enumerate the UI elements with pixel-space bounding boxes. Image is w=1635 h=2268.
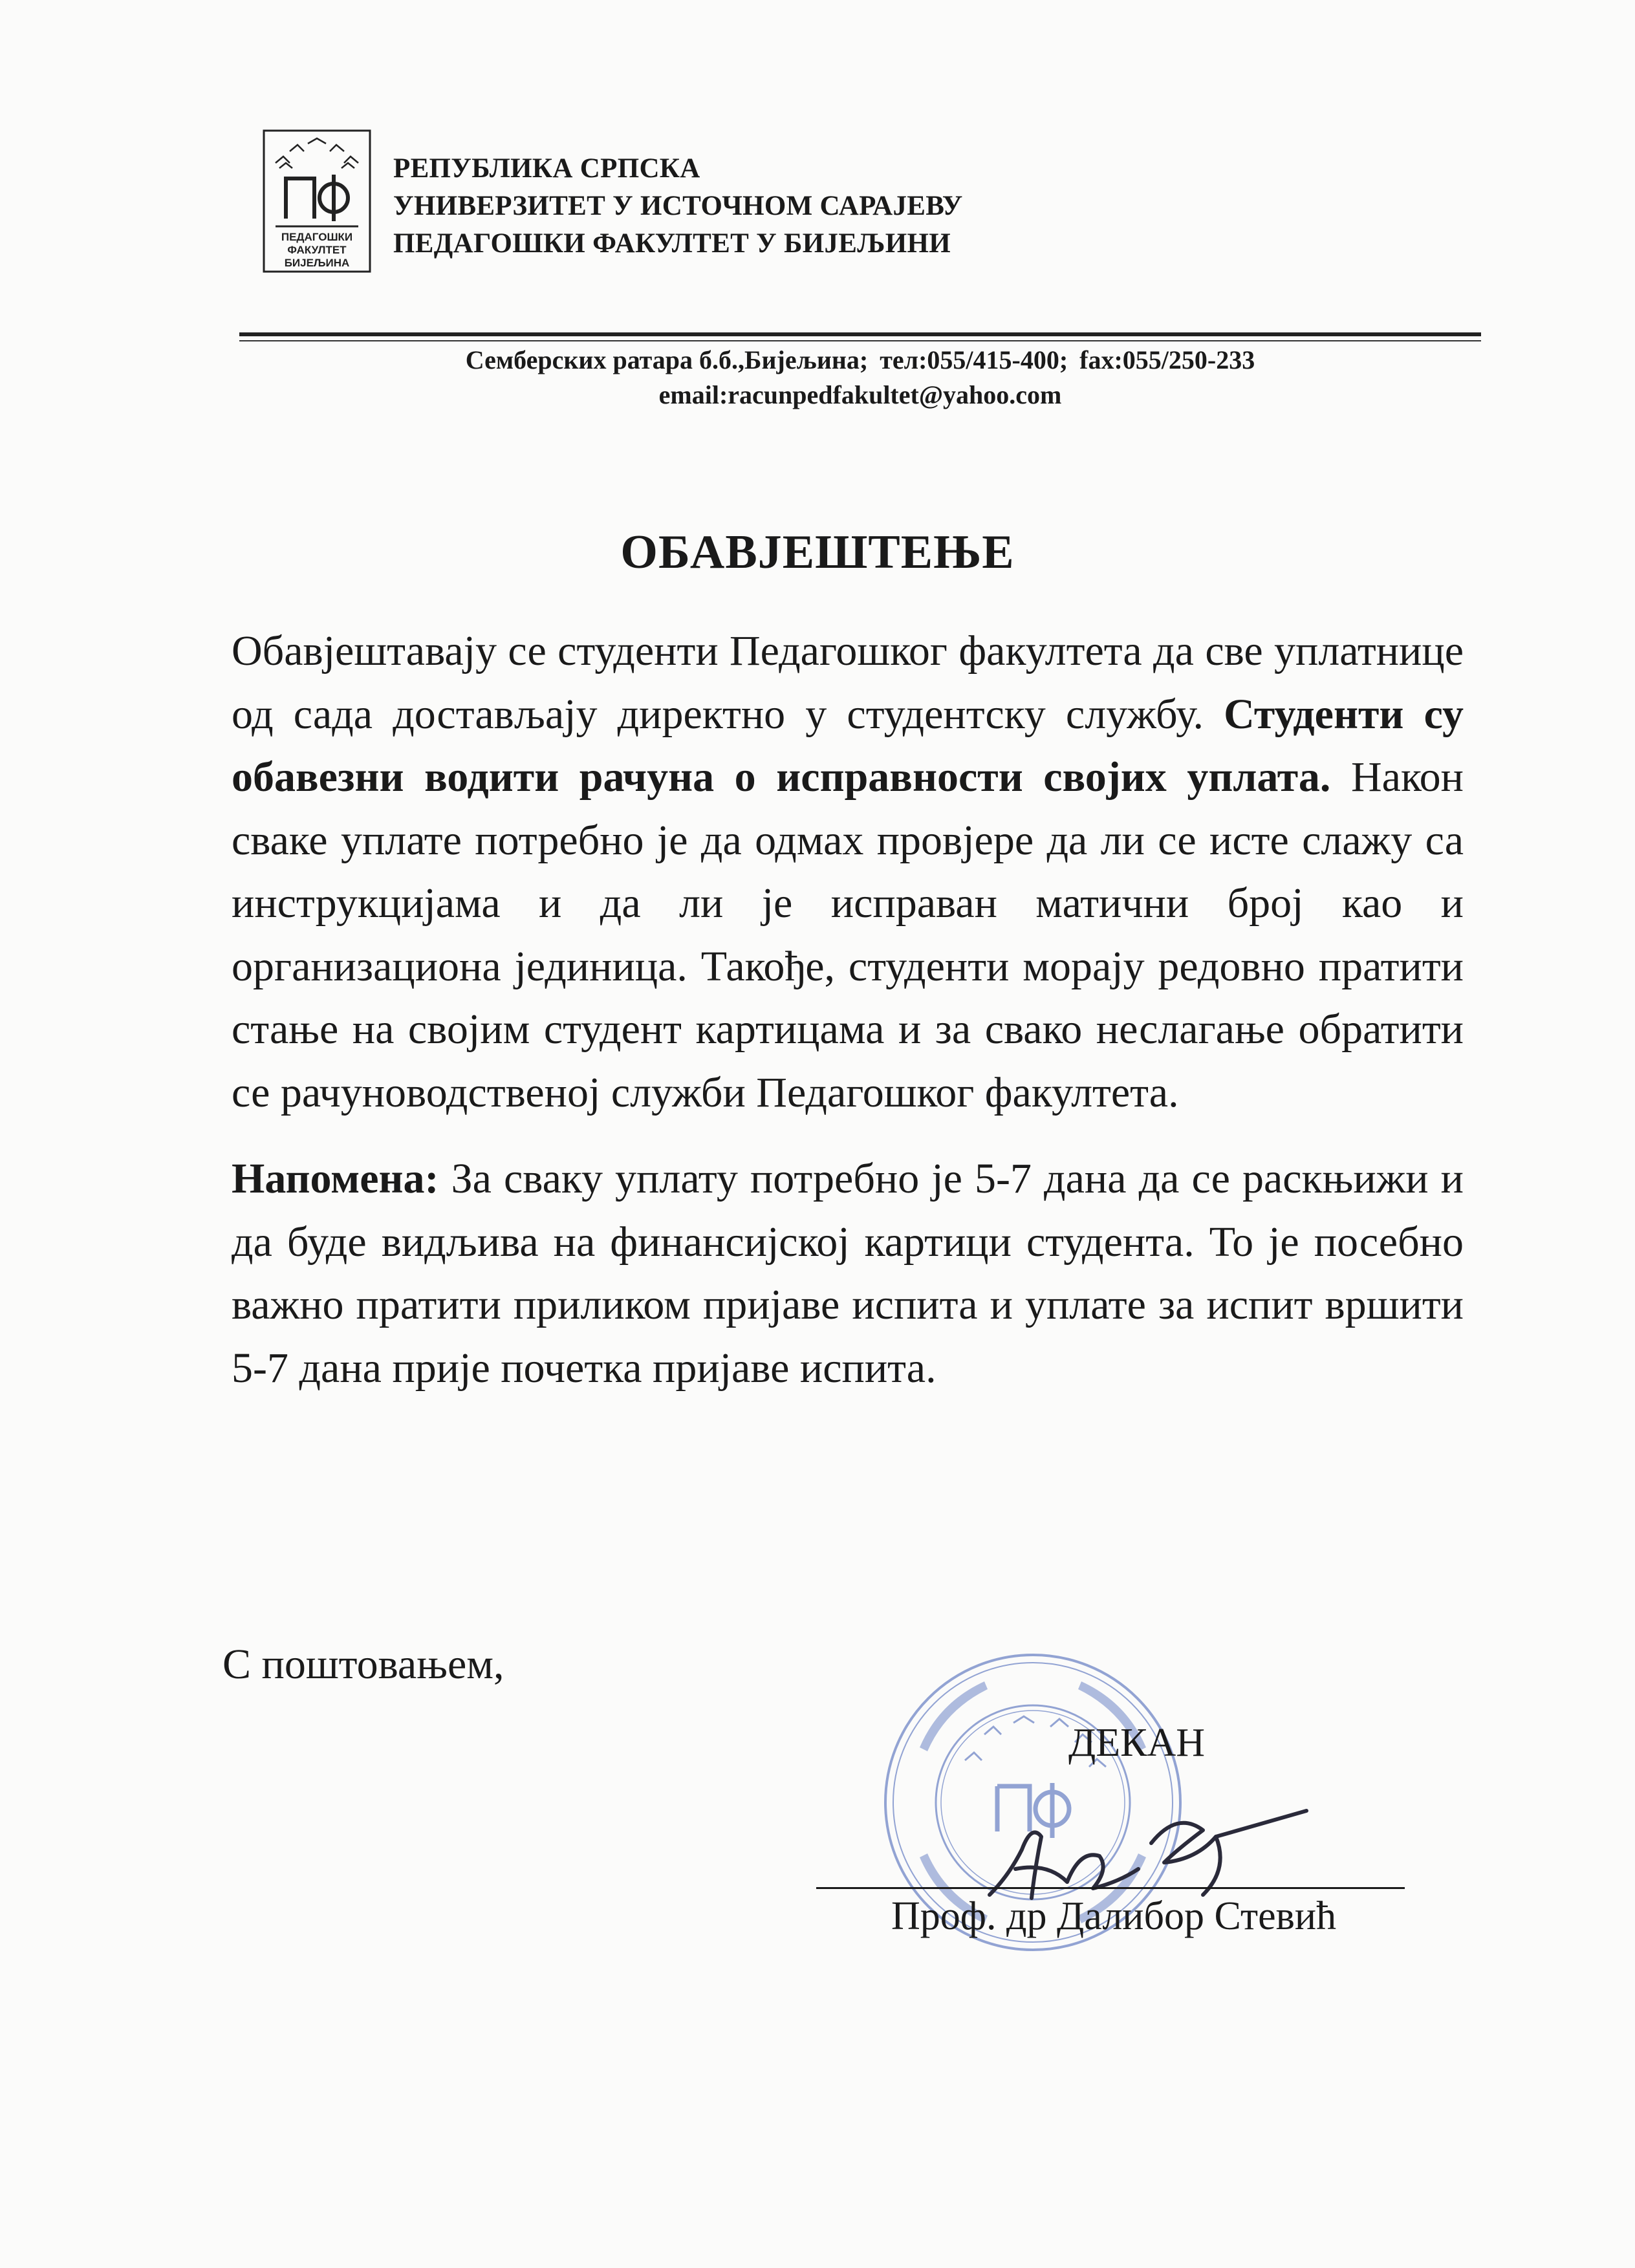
header-divider-thick <box>239 332 1481 336</box>
notice-body <box>232 620 1464 1399</box>
note-text: За сваку уплату потребно је 5-7 дана да се раскњижи и да буде видљива на финансијској картици студента. То је посебно важно пратити приликом пријаве испита и уплате за испит вршити 5-7 дана прије почетка пријаве испита. <box>232 1155 1464 1392</box>
faculty-logo <box>263 129 371 273</box>
signer-name: Проф. др Далибор Стевић <box>891 1894 1337 1938</box>
paragraph-main-emphasis: Студенти су обавезни водити рачуна о исправности својих уплата. <box>232 690 1464 801</box>
notice-title: ОБАВЈЕШТЕЊЕ <box>620 526 1015 579</box>
logo-text-line-2: ФАКУЛТЕТ <box>287 244 347 256</box>
note-label: Напомена: <box>232 1155 439 1202</box>
signature-line <box>816 1887 1405 1889</box>
address: Семберских ратара б.б.,Бијељина; <box>465 345 869 374</box>
fax: fax:055/250-233 <box>1079 345 1255 374</box>
logo-text-line-3: БИЈЕЉИНА <box>284 257 350 269</box>
paragraph-main-intro: Обавјештавају се студенти Педагошког факултета да све уплатнице од сада достављају директно у студентску службу. <box>232 627 1464 738</box>
signer-role: ДЕКАН <box>1068 1721 1206 1765</box>
paragraph-main-rest: Након сваке уплате потребно је да одмах провјере да ли се исте слажу са инструкцијама и да ли је исправан матични број као и организациона јединица. Такође, студенти морају редовно пратити стање на својим студент картицама и за свако неслагање обратити се рачуноводственој служби Педагошког факултета. <box>232 753 1464 1116</box>
phone: тел:055/415-400; <box>880 345 1068 374</box>
institution-line-3: ПЕДАГОШКИ ФАКУЛТЕТ У БИЈЕЉИНИ <box>393 228 951 259</box>
closing-salutation: С поштовањем, <box>222 1641 504 1688</box>
paragraph-note <box>232 1147 1464 1399</box>
logo-text-line-1: ПЕДАГОШКИ <box>281 231 353 243</box>
contact-info <box>239 343 1481 413</box>
institution-name <box>393 150 963 263</box>
institution-line-1: РЕПУБЛИКА СРПСКА <box>393 153 700 184</box>
email: email:racunpedfakultet@yahoo.com <box>658 380 1062 409</box>
institution-line-2: УНИВЕРЗИТЕТ У ИСТОЧНОМ САРАЈЕВУ <box>393 191 963 221</box>
handwritten-signature <box>970 1772 1332 1914</box>
header-divider-thin <box>239 340 1481 341</box>
paragraph-main <box>232 620 1464 1124</box>
